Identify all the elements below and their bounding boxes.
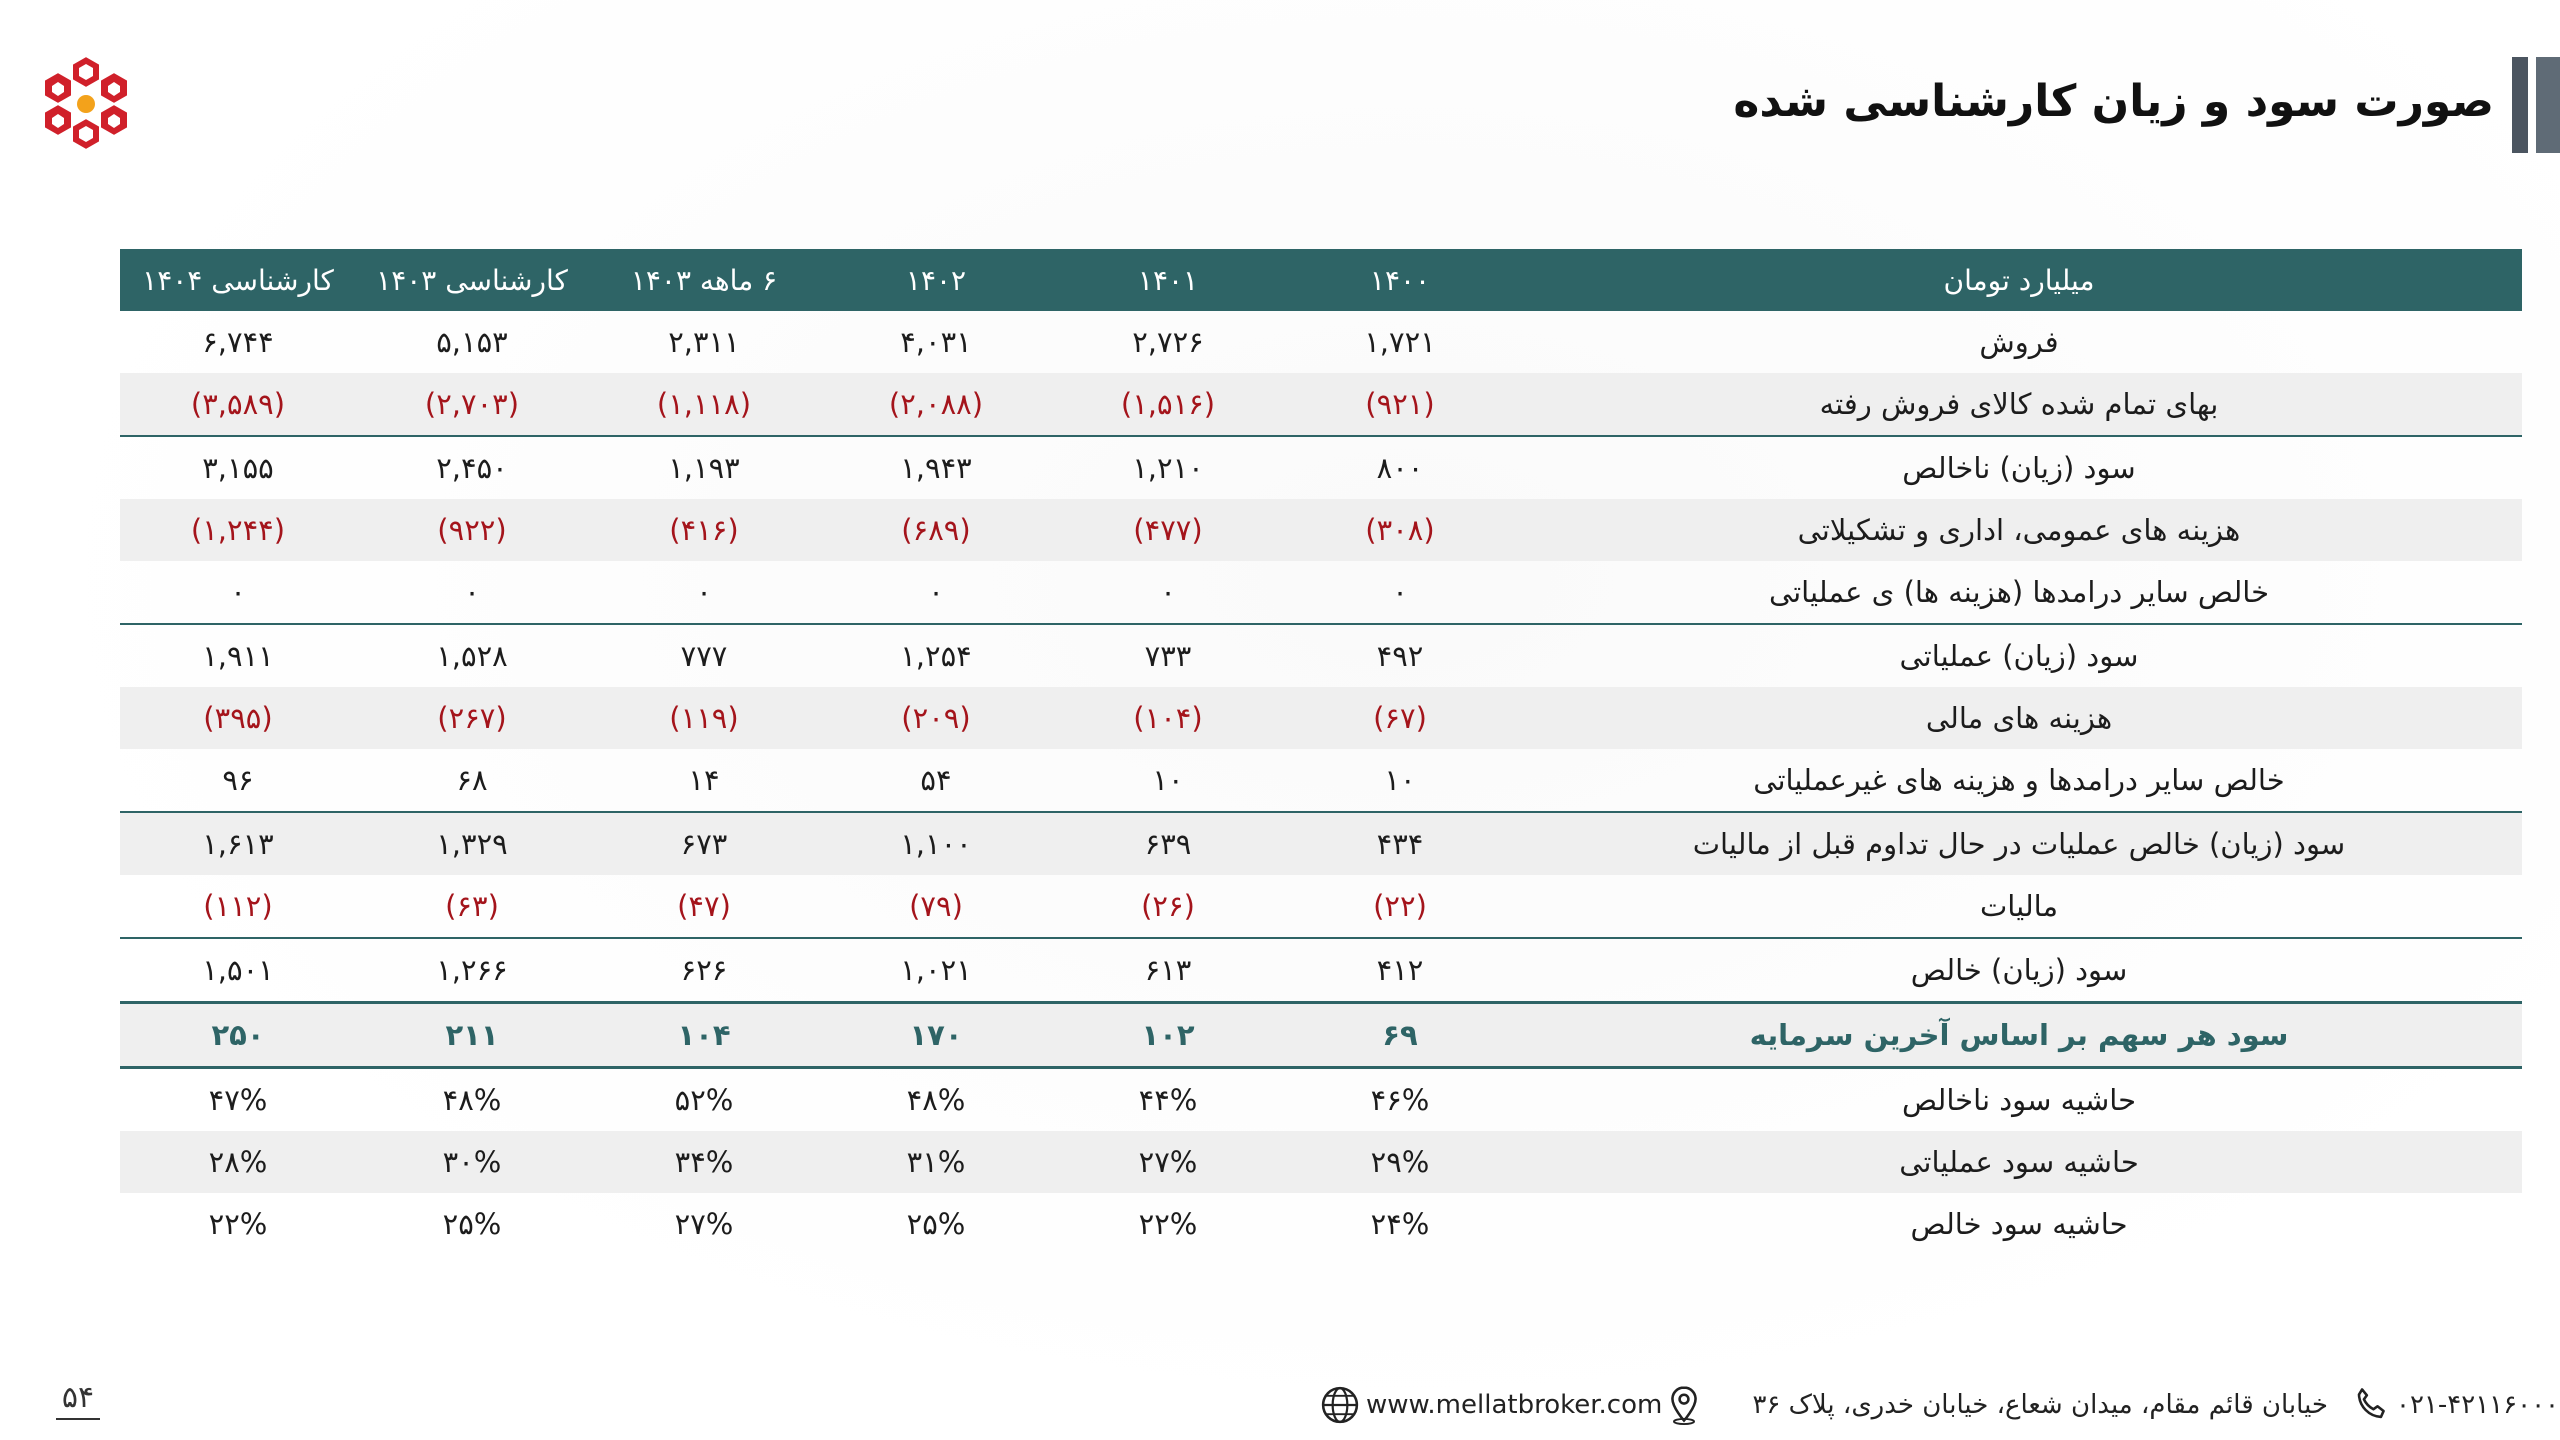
phone-icon bbox=[2350, 1383, 2394, 1427]
table-cell: ۲۵۰ bbox=[120, 1003, 356, 1068]
table-cell: ۱,۰۲۱ bbox=[820, 938, 1052, 1003]
table-cell: ۶۱۳ bbox=[1052, 938, 1284, 1003]
table-cell: (۴۷) bbox=[677, 889, 731, 923]
table-cell: ۶۷۳ bbox=[588, 812, 820, 875]
row-label: حاشیه سود عملیاتی bbox=[1516, 1131, 2522, 1193]
row-label: خالص سایر درامدها (هزینه ها) ی عملیاتی bbox=[1768, 575, 2270, 609]
income-statement-table bbox=[120, 249, 2522, 1255]
table-cell: ۳۰% bbox=[356, 1131, 588, 1193]
table-cell: ۳۱% bbox=[820, 1131, 1052, 1193]
table-cell: (۱,۲۴۴) bbox=[120, 499, 356, 561]
row-label: حاشیه سود خالص bbox=[1910, 1207, 2128, 1241]
page-number: ۵۴ bbox=[56, 1378, 100, 1420]
table-cell: ۸۰۰ bbox=[1284, 436, 1516, 499]
table-cell: (۲,۰۸۸) bbox=[820, 373, 1052, 436]
table-row bbox=[120, 436, 2522, 499]
table-cell: ۴۶% bbox=[1370, 1083, 1430, 1117]
table-cell: ۰ bbox=[1392, 575, 1408, 609]
table-cell: ۱۰۴ bbox=[588, 1003, 820, 1068]
table-cell: ۱,۱۹۳ bbox=[588, 436, 820, 499]
table-cell: ۴۱۲ bbox=[1284, 938, 1516, 1003]
row-label: مالیات bbox=[1979, 889, 2059, 923]
table-row bbox=[120, 687, 2522, 749]
table-cell: ۱۷۰ bbox=[820, 1003, 1052, 1068]
table-cell: ۱,۲۶۶ bbox=[356, 938, 588, 1003]
table-row bbox=[120, 812, 2522, 875]
table-cell: (۱۱۹) bbox=[588, 687, 820, 749]
row-label: حاشیه سود ناخالص bbox=[1901, 1083, 2137, 1117]
table-cell: (۲۶) bbox=[1141, 889, 1195, 923]
table-cell: ۹۶ bbox=[222, 763, 254, 797]
table-cell: ۲۵% bbox=[442, 1207, 502, 1241]
table-row-eps bbox=[120, 1003, 2522, 1068]
table-cell: ۰ bbox=[230, 575, 246, 609]
table-cell: ۵۲% bbox=[674, 1083, 734, 1117]
row-label: سود (زیان) ناخالص bbox=[1516, 436, 2522, 499]
table-cell: ۵۴ bbox=[920, 763, 952, 797]
table-cell: ۲,۷۲۶ bbox=[1132, 325, 1204, 359]
location-pin-icon bbox=[1662, 1383, 1706, 1427]
footer-address: خیابان قائم مقام، میدان شعاع، خیابان خدری، پلاک ۳۶ bbox=[1752, 1390, 2328, 1420]
table-cell: ۴۳۴ bbox=[1284, 812, 1516, 875]
table-cell: ۲۴% bbox=[1370, 1207, 1430, 1241]
table-cell: ۶۲۶ bbox=[588, 938, 820, 1003]
table-cell: ۲۲% bbox=[208, 1207, 268, 1241]
column-header: ۱۴۰۲ bbox=[820, 249, 1052, 311]
table-cell: (۱,۱۱۸) bbox=[588, 373, 820, 436]
column-header: میلیارد تومان bbox=[1516, 249, 2522, 311]
table-header-row bbox=[120, 249, 2522, 311]
table-row bbox=[120, 561, 2522, 624]
column-header: ۶ ماهه ۱۴۰۳ bbox=[588, 249, 820, 311]
table-cell: (۶۳) bbox=[445, 889, 499, 923]
table-cell: ۱,۲۵۴ bbox=[820, 624, 1052, 687]
table-row bbox=[120, 624, 2522, 687]
table-cell: (۳۹۵) bbox=[120, 687, 356, 749]
table-cell: ۴۹۲ bbox=[1284, 624, 1516, 687]
page-title: صورت سود و زیان کارشناسی شده bbox=[1733, 76, 2494, 127]
table-cell: ۱۴ bbox=[688, 763, 720, 797]
table-cell: ۴,۰۳۱ bbox=[900, 325, 972, 359]
table-row bbox=[120, 373, 2522, 436]
table-cell: ۰ bbox=[928, 575, 944, 609]
table-cell: ۴۴% bbox=[1138, 1083, 1198, 1117]
table-cell: ۰ bbox=[464, 575, 480, 609]
row-label: خالص سایر درامدها و هزینه های غیرعملیاتی bbox=[1753, 763, 2285, 797]
table-cell: (۶۷) bbox=[1284, 687, 1516, 749]
globe-icon bbox=[1318, 1383, 1362, 1427]
row-label: سود (زیان) خالص عملیات در حال تداوم قبل از مالیات bbox=[1516, 812, 2522, 875]
table-cell: (۲۶۷) bbox=[356, 687, 588, 749]
table-cell: ۶,۷۴۴ bbox=[202, 325, 274, 359]
footer-phone[interactable]: ۰۲۱-۴۲۱۱۶۰۰۰ bbox=[2396, 1390, 2559, 1420]
table-cell: ۶۸ bbox=[456, 763, 488, 797]
table-row bbox=[120, 938, 2522, 1003]
table-cell: ۱,۹۱۱ bbox=[120, 624, 356, 687]
table-cell: ۱,۹۴۳ bbox=[820, 436, 1052, 499]
table-row bbox=[120, 1193, 2522, 1255]
table-cell: (۴۱۶) bbox=[588, 499, 820, 561]
table-cell: (۷۹) bbox=[909, 889, 963, 923]
table-cell: (۳۰۸) bbox=[1284, 499, 1516, 561]
table-cell: ۲۱۱ bbox=[356, 1003, 588, 1068]
row-label: فروش bbox=[1979, 325, 2059, 359]
logo-mark bbox=[40, 52, 132, 152]
table-cell: ۱۰۲ bbox=[1052, 1003, 1284, 1068]
table-cell: ۱,۷۲۱ bbox=[1364, 325, 1436, 359]
table-row bbox=[120, 1131, 2522, 1193]
table-cell: ۲,۴۵۰ bbox=[356, 436, 588, 499]
table-cell: ۱,۵۲۸ bbox=[356, 624, 588, 687]
table-cell: (۶۸۹) bbox=[820, 499, 1052, 561]
title-accent-bar bbox=[2512, 57, 2560, 153]
table-cell: (۱۰۴) bbox=[1052, 687, 1284, 749]
table-cell: ۲۸% bbox=[120, 1131, 356, 1193]
table-cell: ۶۳۹ bbox=[1052, 812, 1284, 875]
table-cell: ۳۴% bbox=[588, 1131, 820, 1193]
row-label: سود هر سهم بر اساس آخرین سرمایه bbox=[1516, 1003, 2522, 1068]
row-label: سود (زیان) عملیاتی bbox=[1516, 624, 2522, 687]
table-cell: ۱۰ bbox=[1152, 763, 1184, 797]
table-cell: ۱,۱۰۰ bbox=[820, 812, 1052, 875]
table-row bbox=[120, 499, 2522, 561]
table-cell: ۶۹ bbox=[1284, 1003, 1516, 1068]
table-cell: (۱,۵۱۶) bbox=[1052, 373, 1284, 436]
table-cell: (۲,۷۰۳) bbox=[356, 373, 588, 436]
table-cell: ۱,۶۱۳ bbox=[120, 812, 356, 875]
column-header: کارشناسی ۱۴۰۴ bbox=[120, 249, 356, 311]
table-cell: ۱,۳۲۹ bbox=[356, 812, 588, 875]
column-header: ۱۴۰۰ bbox=[1284, 249, 1516, 311]
column-header: کارشناسی ۱۴۰۳ bbox=[356, 249, 588, 311]
table-cell: ۲۷% bbox=[674, 1207, 734, 1241]
table-cell: ۴۸% bbox=[906, 1083, 966, 1117]
table-cell: ۲,۳۱۱ bbox=[668, 325, 740, 359]
table-cell: (۹۲۱) bbox=[1284, 373, 1516, 436]
table-row bbox=[120, 749, 2522, 812]
table-row bbox=[120, 311, 2522, 373]
table-cell: ۰ bbox=[1160, 575, 1176, 609]
table-cell: ۲۹% bbox=[1284, 1131, 1516, 1193]
table-cell: (۲۲) bbox=[1373, 889, 1427, 923]
table-cell: (۹۲۲) bbox=[356, 499, 588, 561]
column-header: ۱۴۰۱ bbox=[1052, 249, 1284, 311]
table-cell: (۳,۵۸۹) bbox=[120, 373, 356, 436]
table-cell: ۱,۵۰۱ bbox=[120, 938, 356, 1003]
table-row bbox=[120, 875, 2522, 938]
table-cell: ۴۸% bbox=[442, 1083, 502, 1117]
table-cell: ۷۳۳ bbox=[1052, 624, 1284, 687]
footer-website-link[interactable]: www.mellatbroker.com bbox=[1366, 1390, 1663, 1420]
table-cell: (۱۱۲) bbox=[203, 889, 273, 923]
row-label: سود (زیان) خالص bbox=[1516, 938, 2522, 1003]
table-cell: (۲۰۹) bbox=[820, 687, 1052, 749]
table-row bbox=[120, 1068, 2522, 1132]
row-label: هزینه های مالی bbox=[1516, 687, 2522, 749]
table-cell: ۳,۱۵۵ bbox=[120, 436, 356, 499]
table-cell: ۷۷۷ bbox=[588, 624, 820, 687]
table-cell: ۲۵% bbox=[906, 1207, 966, 1241]
table-cell: ۰ bbox=[696, 575, 712, 609]
row-label: هزینه های عمومی، اداری و تشکیلاتی bbox=[1516, 499, 2522, 561]
table-cell: ۴۷% bbox=[208, 1083, 268, 1117]
table-cell: (۴۷۷) bbox=[1052, 499, 1284, 561]
table-cell: ۵,۱۵۳ bbox=[436, 325, 508, 359]
table-cell: ۱۰ bbox=[1384, 763, 1416, 797]
table-cell: ۲۷% bbox=[1052, 1131, 1284, 1193]
table-cell: ۱,۲۱۰ bbox=[1052, 436, 1284, 499]
table-cell: ۲۲% bbox=[1138, 1207, 1198, 1241]
row-label: بهای تمام شده کالای فروش رفته bbox=[1516, 373, 2522, 436]
